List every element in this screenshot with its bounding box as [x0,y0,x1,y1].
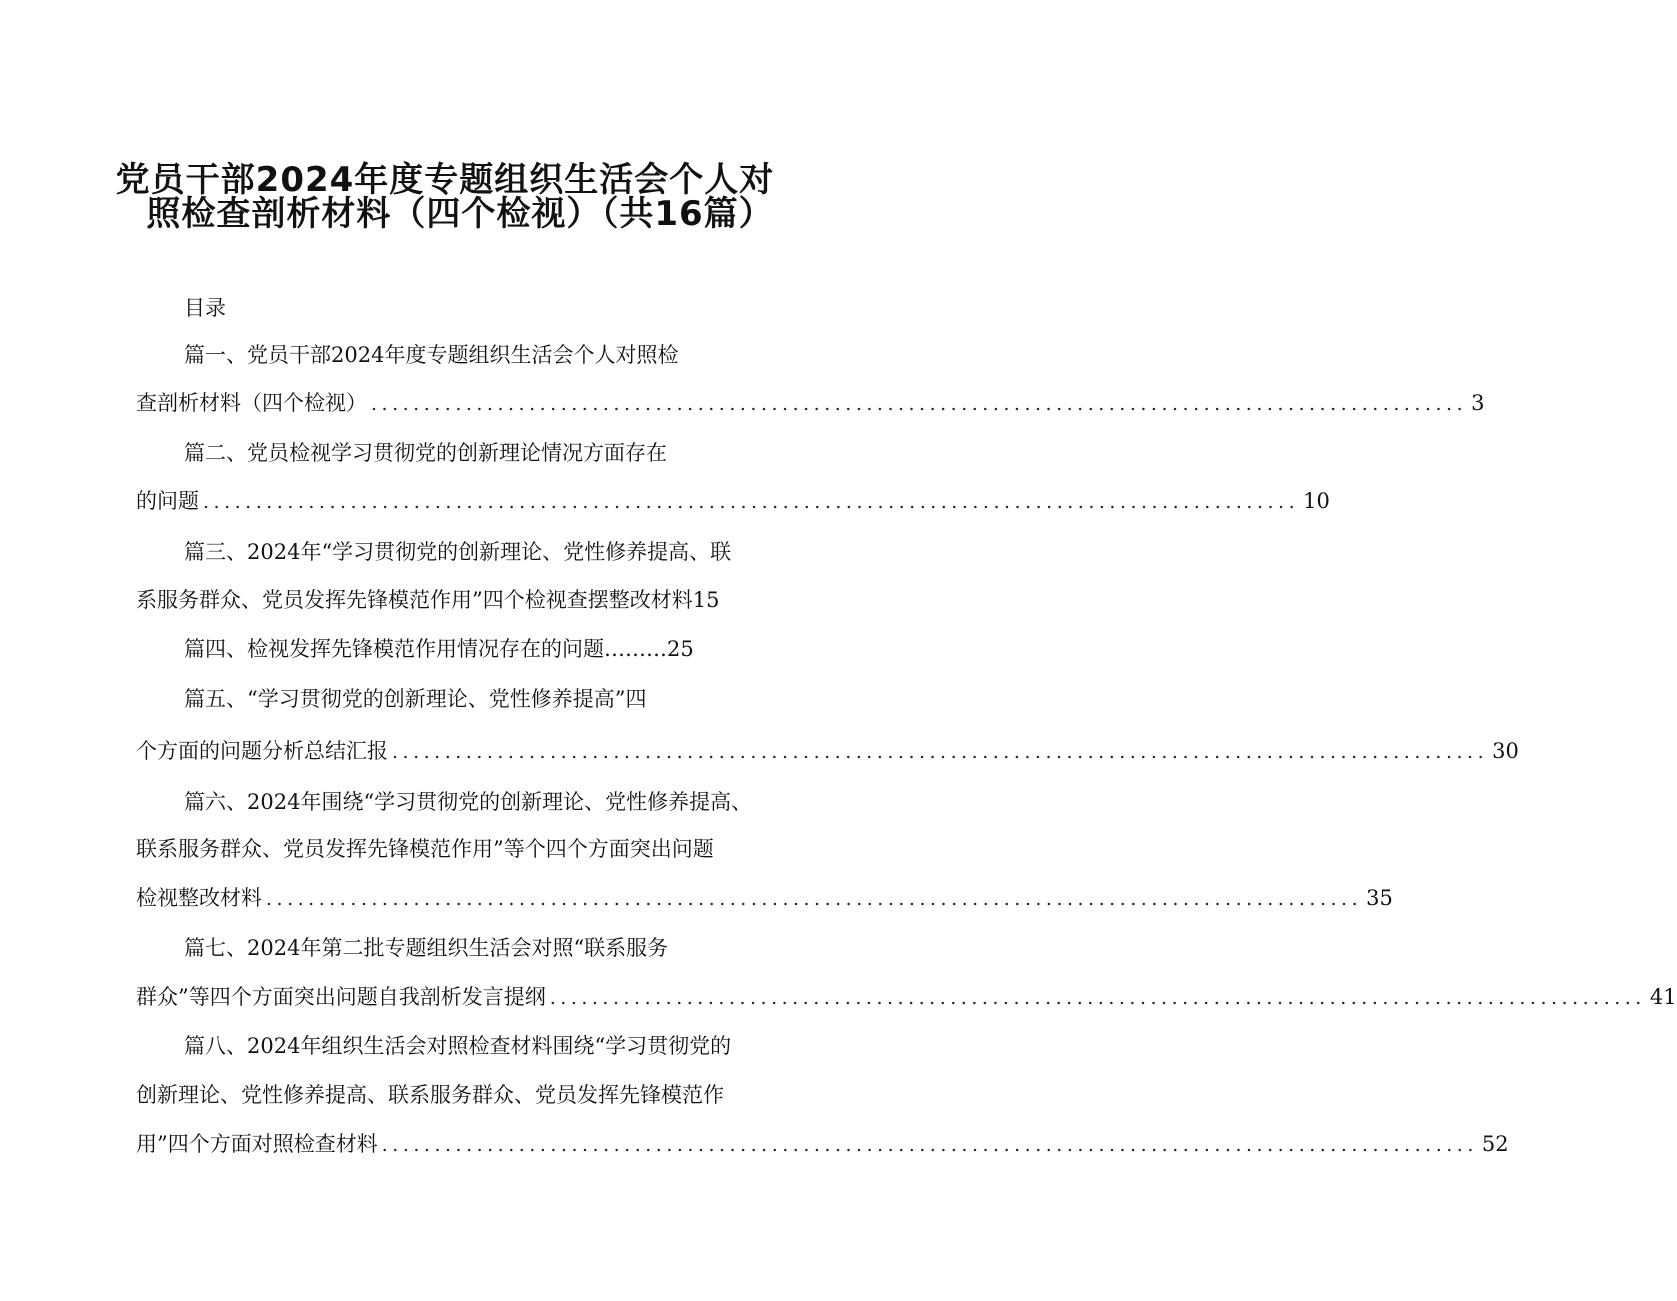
toc-entry-5-line-2[interactable] [136,736,1519,766]
toc-entry-6-text: 检视整改材料 [136,886,262,910]
toc-entry-8-line-3[interactable] [136,1129,1509,1159]
toc-entry-6-line-3[interactable] [136,883,1393,913]
toc-entry-7-text: 群众”等四个方面突出问题自我剖析发言提纲 [136,985,546,1009]
toc-entry-4-page: 25 [667,637,694,661]
toc-entry-1-line-1: 篇一、党员干部2024年度专题组织生活会个人对照检 [184,343,679,367]
toc-entry-3-text: 系服务群众、党员发挥先锋模范作用”四个检视查摆整改材料 [136,588,693,612]
dot-leader: ........................................................................................................ [381,1134,1478,1156]
toc-entry-2-text: 的问题 [136,489,199,513]
toc-entry-4-line-1[interactable] [184,634,794,664]
toc-entry-3-line-2[interactable] [136,585,794,615]
toc-entry-6-line-1: 篇六、2024年围绕“学习贯彻党的创新理论、党性修养提高、 [184,790,753,814]
toc-entry-2-line-2[interactable] [136,486,1330,516]
toc-entry-1-page: 3 [1471,391,1485,415]
toc-entry-1-line-2[interactable] [136,388,1485,418]
toc-entry-8-line-2: 创新理论、党性修养提高、联系服务群众、党员发挥先锋模范作 [136,1083,724,1107]
toc-entry-5-line-1: 篇五、“学习贯彻党的创新理论、党性修养提高”四 [184,687,647,711]
toc-entry-5-text: 个方面的问题分析总结汇报 [136,739,388,763]
toc-entry-3-line-1: 篇三、2024年“学习贯彻党的创新理论、党性修养提高、联 [184,540,732,564]
toc-entry-4-text: 篇四、检视发挥先锋模范作用情况存在的问题……… [184,637,667,661]
toc-entry-7-line-1: 篇七、2024年第二批专题组织生活会对照“联系服务 [184,936,669,960]
toc-entry-2-page: 10 [1303,489,1330,513]
toc-heading: 目录 [184,296,226,320]
toc-entry-8-text: 用”四个方面对照检查材料 [136,1132,378,1156]
toc-entry-8-line-1: 篇八、2024年组织生活会对照检查材料围绕“学习贯彻党的 [184,1034,732,1058]
toc-entry-7-page: 41 [1649,985,1677,1009]
toc-entry-6-line-2: 联系服务群众、党员发挥先锋模范作用”等个四个方面突出问题 [136,837,714,861]
dot-leader: ........................................................................................................ [392,741,1489,763]
dot-leader: ........................................................................................................ [371,393,1468,415]
document-title-line-2: 照检查剖析材料（四个检视）（共16篇） [146,194,774,234]
toc-entry-5-page: 30 [1492,739,1519,763]
dot-leader: ........................................................................................................ [266,888,1363,910]
dot-leader: ........................................................................................................ [549,987,1646,1009]
toc-entry-6-page: 35 [1366,886,1393,910]
toc-entry-1-text: 查剖析材料（四个检视） [136,391,367,415]
toc-entry-2-line-1: 篇二、党员检视学习贯彻党的创新理论情况方面存在 [184,441,667,465]
toc-entry-3-page: 15 [692,588,720,612]
toc-entry-7-line-2[interactable] [136,982,1677,1012]
dot-leader: ........................................................................................................ [203,491,1300,513]
toc-entry-8-page: 52 [1481,1132,1509,1156]
document-title-line-1: 党员干部2024年度专题组织生活会个人对 [115,160,775,200]
